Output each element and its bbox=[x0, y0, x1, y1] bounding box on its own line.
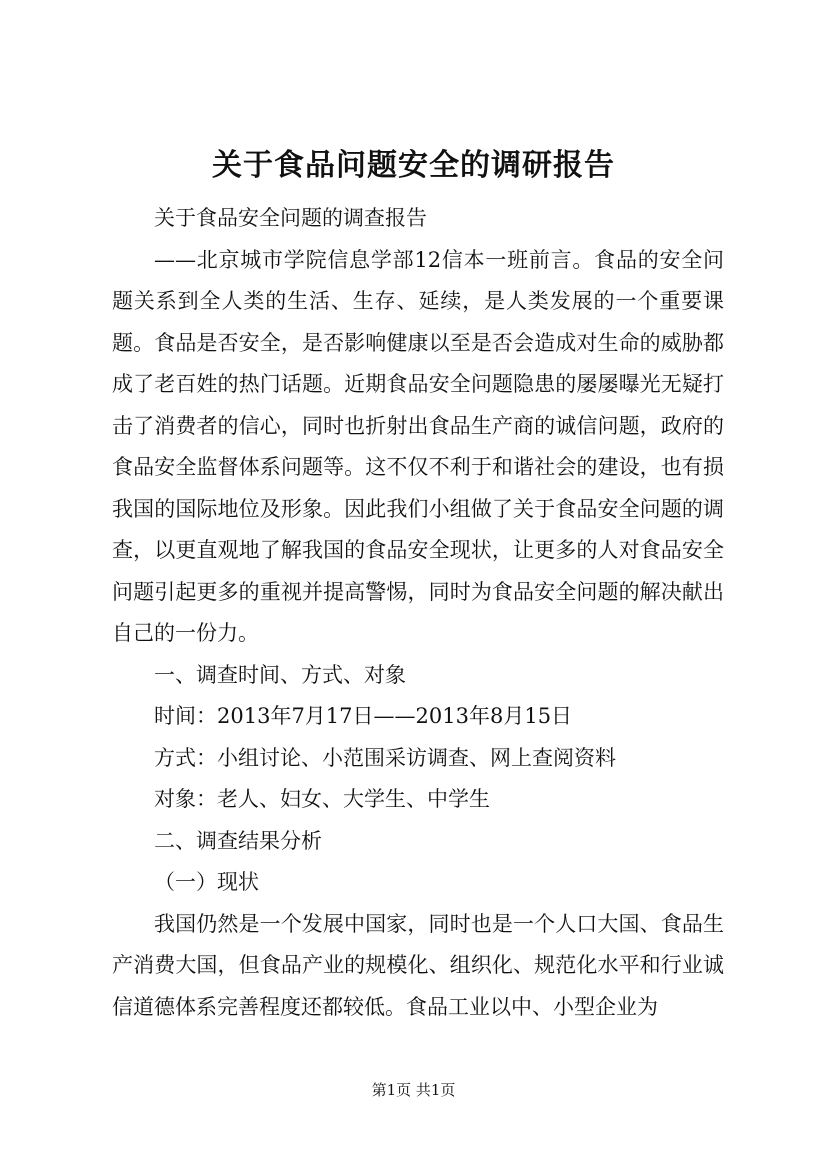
section-heading-survey-info: 一、调查时间、方式、对象 bbox=[154, 662, 406, 687]
survey-method: 方式：小组讨论、小范围采访调查、网上查阅资料 bbox=[154, 745, 616, 770]
survey-target: 对象：老人、妇女、大学生、中学生 bbox=[154, 787, 490, 811]
report-subtitle: 关于食品安全问题的调查报告 bbox=[154, 206, 427, 230]
status-paragraph: 我国仍然是一个发展中国家，同时也是一个人口大国、食品生产消费大国，但食品产业的规模化、组织化、规范化水平和行业诚信道德体系完善程度还都较低。食品工业以中、小型企业为 bbox=[112, 911, 724, 1019]
subsection-heading-status: （一）现状 bbox=[154, 870, 259, 894]
document-body bbox=[112, 198, 724, 1028]
page-footer: 第1页 共1页 bbox=[371, 1081, 456, 1099]
section-heading-analysis: 二、调查结果分析 bbox=[154, 828, 322, 853]
document-title: 关于食品问题安全的调研报告 bbox=[212, 148, 615, 183]
survey-time: 时间：2013年7月17日——2013年8月15日 bbox=[154, 704, 573, 728]
preface-paragraph: ——北京城市学院信息学部12信本一班前言。食品的安全问题关系到全人类的生活、生存、延续，是人类发展的一个重要课题。食品是否安全，是否影响健康以至是否会造成对生命的威胁都成了老百姓的热门话题。近期食品安全问题隐患的屡屡曝光无疑打击了消费者的信心，同时也折射出食品生产商的诚信问题，政府的食品安全监督体系问题等。这不仅不利于和谐社会的建设，也有损我国的国际地位及形象。因此我们小组做了关于食品安全问题的调查，以更直观地了解我国的食品安全现状，让更多的人对食品安全问题引起更多的重视并提高警惕，同时为食品安全问题的解决献出自己的一份力。 bbox=[112, 247, 724, 645]
